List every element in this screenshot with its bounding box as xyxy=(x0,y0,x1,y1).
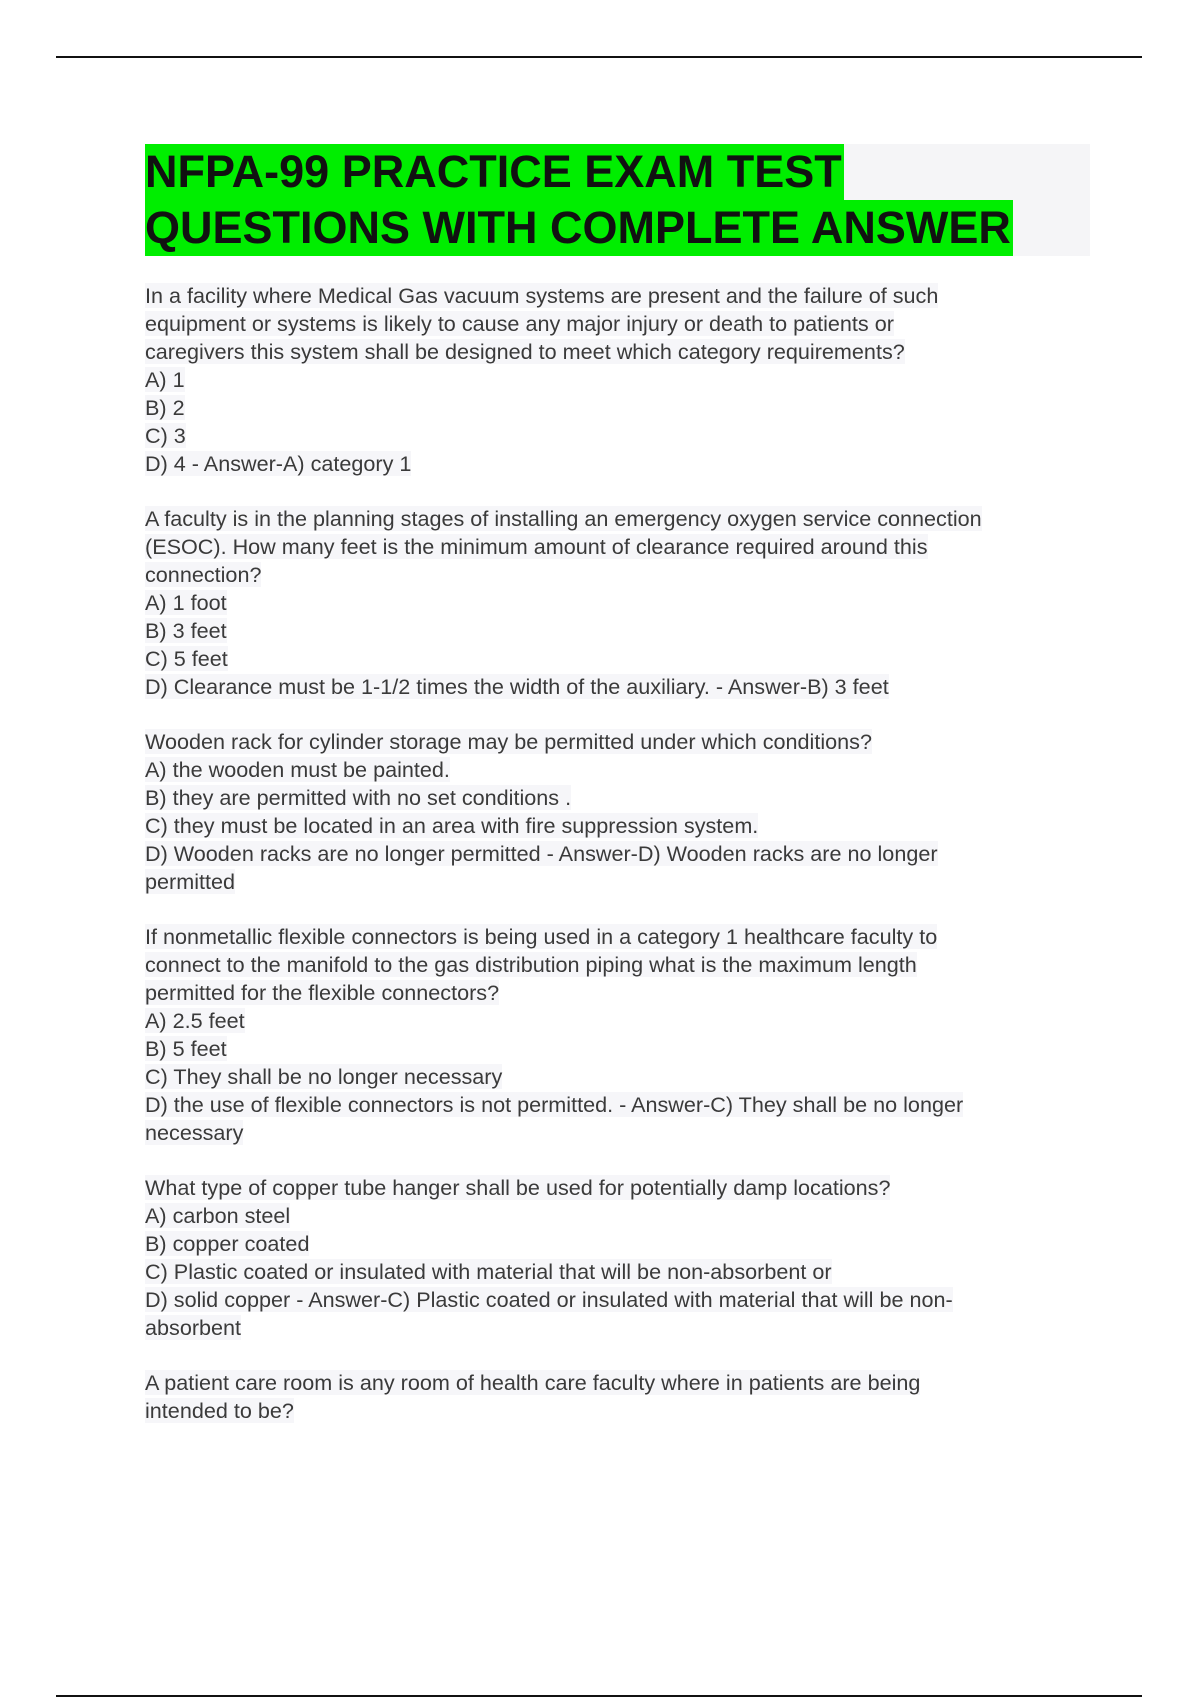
question-text: C) 5 feet xyxy=(145,646,228,671)
question-text: D) 4 - Answer-A) category 1 xyxy=(145,451,412,476)
question-line xyxy=(145,561,1090,589)
question-text: caregivers this system shall be designed to meet which category requirements? xyxy=(145,339,905,364)
question-line xyxy=(145,1202,1090,1230)
question-line xyxy=(145,923,1090,951)
question-text: connection? xyxy=(145,562,262,587)
question-block xyxy=(145,505,1090,701)
question-text: permitted for the flexible connectors? xyxy=(145,980,500,1005)
question-line xyxy=(145,840,1090,868)
question-line xyxy=(145,951,1090,979)
question-text: B) 2 xyxy=(145,395,185,420)
question-text: C) they must be located in an area with fire suppression system. xyxy=(145,813,759,838)
document-body xyxy=(145,144,1090,1452)
question-text: B) 5 feet xyxy=(145,1036,227,1061)
question-block xyxy=(145,923,1090,1147)
question-line xyxy=(145,1174,1090,1202)
question-block xyxy=(145,1174,1090,1342)
question-line xyxy=(145,366,1090,394)
question-line xyxy=(145,589,1090,617)
question-line xyxy=(145,728,1090,756)
top-rule xyxy=(56,56,1142,58)
title-line-2: QUESTIONS WITH COMPLETE ANSWER xyxy=(145,200,1013,256)
question-line xyxy=(145,1286,1090,1314)
question-line xyxy=(145,1230,1090,1258)
question-text: D) the use of flexible connectors is not permitted. - Answer-C) They shall be no longer xyxy=(145,1092,964,1117)
question-line xyxy=(145,1397,1090,1425)
question-text: D) solid copper - Answer-C) Plastic coated or insulated with material that will be non- xyxy=(145,1287,953,1312)
question-line xyxy=(145,784,1090,812)
question-text: D) Wooden racks are no longer permitted - Answer-D) Wooden racks are no longer xyxy=(145,841,938,866)
question-text: intended to be? xyxy=(145,1398,294,1423)
question-text: C) 3 xyxy=(145,423,186,448)
question-line xyxy=(145,310,1090,338)
question-line xyxy=(145,450,1090,478)
question-text: B) copper coated xyxy=(145,1231,310,1256)
bottom-rule xyxy=(56,1695,1142,1697)
question-text: C) They shall be no longer necessary xyxy=(145,1064,503,1089)
question-text: B) 3 feet xyxy=(145,618,227,643)
question-text: permitted xyxy=(145,869,236,894)
question-line xyxy=(145,673,1090,701)
question-line xyxy=(145,394,1090,422)
question-line xyxy=(145,645,1090,673)
question-text: necessary xyxy=(145,1120,244,1145)
question-text: In a facility where Medical Gas vacuum systems are present and the failure of such xyxy=(145,283,939,308)
question-text: A) 1 foot xyxy=(145,590,227,615)
question-text: D) Clearance must be 1-1/2 times the width of the auxiliary. - Answer-B) 3 feet xyxy=(145,674,889,699)
question-line xyxy=(145,812,1090,840)
question-line xyxy=(145,1119,1090,1147)
question-text: A patient care room is any room of health care faculty where in patients are being xyxy=(145,1370,921,1395)
question-text: A) 1 xyxy=(145,367,185,392)
question-line xyxy=(145,505,1090,533)
question-line xyxy=(145,1035,1090,1063)
question-line xyxy=(145,338,1090,366)
question-block xyxy=(145,1369,1090,1425)
question-line xyxy=(145,422,1090,450)
question-text: Wooden rack for cylinder storage may be permitted under which conditions? xyxy=(145,729,872,754)
question-line xyxy=(145,282,1090,310)
question-line xyxy=(145,1091,1090,1119)
question-line xyxy=(145,1063,1090,1091)
question-text: absorbent xyxy=(145,1315,242,1340)
question-line xyxy=(145,756,1090,784)
question-text: A) 2.5 feet xyxy=(145,1008,245,1033)
question-block xyxy=(145,282,1090,478)
question-text: connect to the manifold to the gas distribution piping what is the maximum length xyxy=(145,952,917,977)
question-line xyxy=(145,979,1090,1007)
question-text: A) the wooden must be painted. xyxy=(145,757,450,782)
question-text: (ESOC). How many feet is the minimum amount of clearance required around this xyxy=(145,534,928,559)
question-line xyxy=(145,1258,1090,1286)
document-title xyxy=(145,144,1090,256)
question-text: equipment or systems is likely to cause any major injury or death to patients or xyxy=(145,311,894,336)
question-text: A) carbon steel xyxy=(145,1203,291,1228)
question-text: What type of copper tube hanger shall be used for potentially damp locations? xyxy=(145,1175,891,1200)
question-text: B) they are permitted with no set conditions . xyxy=(145,785,572,810)
question-line xyxy=(145,868,1090,896)
question-line xyxy=(145,1314,1090,1342)
title-line-1: NFPA-99 PRACTICE EXAM TEST xyxy=(145,144,844,200)
question-line xyxy=(145,1369,1090,1397)
question-block xyxy=(145,728,1090,896)
question-text: If nonmetallic flexible connectors is being used in a category 1 healthcare faculty to xyxy=(145,924,938,949)
question-line xyxy=(145,1007,1090,1035)
question-list xyxy=(145,282,1090,1425)
question-text: C) Plastic coated or insulated with material that will be non-absorbent or xyxy=(145,1259,832,1284)
question-text: A faculty is in the planning stages of installing an emergency oxygen service connection xyxy=(145,506,982,531)
question-line xyxy=(145,617,1090,645)
question-line xyxy=(145,533,1090,561)
